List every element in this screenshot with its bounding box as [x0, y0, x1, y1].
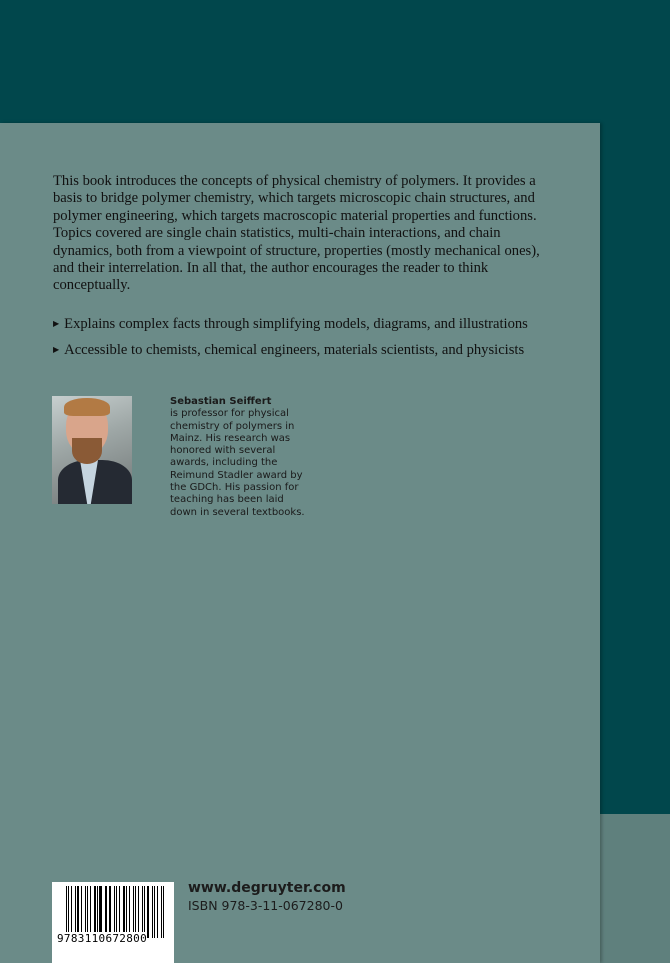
barcode-bar — [85, 886, 87, 938]
isbn: ISBN 978-3-11-067280-0 — [188, 898, 343, 913]
bullet-triangle-icon: ▶ — [53, 319, 60, 328]
author-bio-text: is professor for physical chemistry of polymers in Mainz. His research was honored with several awards, including the Reimund Stadler award by the GDCh. His passion for teaching has been laid down in several textbooks. — [170, 408, 305, 518]
feature-item — [53, 316, 593, 333]
feature-list — [53, 316, 593, 368]
bullet-triangle-icon: ▶ — [53, 345, 60, 354]
barcode-bar — [109, 886, 111, 938]
author-name: Sebastian Seiffert — [170, 396, 272, 407]
back-cover-panel — [0, 123, 600, 963]
author-bio — [170, 396, 310, 519]
barcode-bar — [66, 886, 67, 938]
book-description: This book introduces the concepts of physical chemistry of polymers. It provides a basis to bridge polymer chemistry, which targets microscopic chain structures, and polymer engineering, which targets macroscopic material properties and functions. Topics covered are single chain statistics, multi-chain interactions, and chain dynamics, both from a viewpoint of structure, properties (mostly mechanical ones), and their interrelation. In all that, the author encourages the reader to think conceptually. — [53, 173, 540, 294]
barcode-bar — [114, 886, 116, 938]
barcode-bar — [129, 886, 130, 938]
barcode-bar — [119, 886, 120, 938]
barcode-bars — [66, 886, 166, 938]
feature-item — [53, 342, 593, 359]
barcode-bar — [123, 886, 125, 938]
barcode-bar — [75, 886, 76, 938]
barcode-bar — [105, 886, 106, 938]
barcode-bar — [68, 886, 70, 938]
barcode-bar — [154, 886, 155, 938]
barcode-bar — [144, 886, 145, 938]
barcode-bar — [157, 886, 159, 938]
barcode-bar — [142, 886, 144, 938]
barcode-bar — [77, 886, 79, 938]
feature-text: Accessible to chemists, chemical engineers, materials scientists, and physicists — [64, 342, 525, 358]
barcode-bar — [163, 886, 164, 938]
author-photo — [52, 396, 132, 504]
feature-text: Explains complex facts through simplifying models, diagrams, and illustrations — [64, 316, 528, 332]
barcode-bar — [94, 886, 96, 938]
author-section — [52, 396, 310, 519]
barcode-bar — [161, 886, 162, 938]
barcode-bar — [133, 886, 135, 938]
barcode-bar — [71, 886, 72, 938]
barcode — [52, 882, 174, 963]
publisher-url: www.degruyter.com — [188, 880, 346, 896]
barcode-bar — [116, 886, 117, 938]
barcode-bar — [138, 886, 139, 938]
publisher-info — [188, 880, 346, 913]
barcode-bar — [90, 886, 91, 938]
background-strip — [600, 814, 670, 963]
barcode-bar — [106, 886, 107, 938]
barcode-bar — [135, 886, 136, 938]
barcode-bar — [81, 886, 82, 938]
barcode-bar — [126, 886, 127, 938]
barcode-bar — [99, 886, 101, 938]
barcode-bar — [147, 886, 149, 938]
barcode-bar — [152, 886, 153, 938]
barcode-bar — [87, 886, 88, 938]
barcode-bar — [97, 886, 98, 938]
barcode-number: 9783110672800 — [57, 932, 147, 945]
